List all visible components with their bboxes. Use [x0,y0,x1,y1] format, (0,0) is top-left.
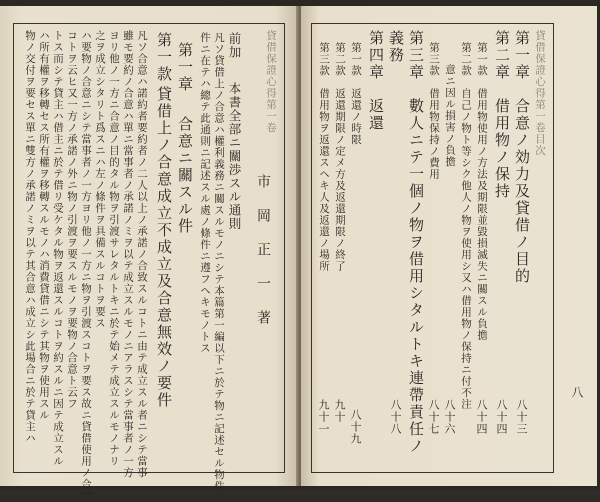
preface-line: 件ニ在テハ總テ此通則ニ記述スル處ノ條件ニ遵フヘキモノトス [199,32,211,354]
section-title: 貸借上ノ合意成立不成立及合意無效ノ要件 [155,86,173,409]
toc-section [426,42,441,180]
toc-title: 合意ノ効力及貸借ノ目的 [513,98,531,285]
section-label: 第一款 [155,32,173,83]
toc-label: 第四章 [367,30,385,81]
left-page [0,6,299,502]
toc-chapter [408,30,423,455]
body-line: 之ヲ成立シタリト爲スニハ左ノ條件ヲ具備スルコトヲ要ス [94,30,106,329]
body-line: ヨリ他ノ一方ニ合意ノ目的タル物ヲ引渡サレタルトキニ於テ始メテ成立スルモノナリ [108,30,120,467]
toc-page-number: 八十四 [475,399,488,435]
body-line: コトヲ云ヒ又一方ノ承諾ノ外ニ物ノ引渡ヲ要スルモノヲ要物ノ合意ト云フ [66,30,78,410]
toc-chapter [514,30,529,285]
right-running-title: 貸借保證心得第一卷目次 [534,30,546,157]
toc-page-number: 八十三 [515,399,528,435]
body-line: トス而シテ貸主ハ借主ニ於テ借リ受ケタル物ヲ返還スルコトヲ約スルニ因テ成立スル [52,30,64,467]
body-line: ハ要物ノ合意ニシテ當事者ノ一方ヨリ他ノ一方ニ物ヲ引渡スコトヲ要ス故ニ貸借使用ノ合意 [80,30,92,502]
toc-chapter: 義務 [387,30,405,64]
toc-title: 返還期限ノ定メ方及返還期限ノ終了 [334,88,346,272]
preface-line: 凡ソ貸借上ノ合意ハ權利義務ニ關スルモノニシテ本篇第一編以下ニ於テ物ニ記述セル物件 [213,32,225,492]
toc-title: 借用物保持ノ費用 [428,88,440,180]
toc-section [458,42,473,410]
right-page-frame [311,23,554,473]
toc-title: 返還 [367,98,385,132]
toc-page-number: 九十一 [317,399,330,435]
body-line: 雖モ要約ノ合意ハ單ニ當事者ノ承諾ノミヲ以テ成立スルモノニアラスシテ當事者ノ一方 [122,30,134,479]
toc-page-number: 八十七 [427,399,440,435]
toc-title: 借用物ノ保持 [493,98,511,200]
toc-subline: 意ニ因ル損害ノ負擔 [444,64,456,168]
toc-label: 第一章 [513,30,531,81]
toc-title: 返還ノ時限 [350,88,362,146]
toc-page-number: 八十四 [495,399,508,435]
toc-section [348,42,363,146]
toc-page-number: 八十八 [389,399,402,435]
toc-title: 自己ノ物ト等シク他人ノ物ヲ使用シ又ハ借用物ノ保持ニ付不注 [460,88,472,410]
body-line: 凡ソ合意ハ諾約者要約者ノ二人以上ノ承諾ノ合致スルコトニ由テ成立スル者ニシテ當事 [136,30,148,479]
page-number: 八 [570,386,584,398]
toc-title: 數人ニテ一個ノ物ヲ借用シタルトキ連帶責任ノ [407,98,425,455]
left-running-title: 貸借保證心得第一卷 [265,30,277,134]
toc-page-number: 八十六 [443,399,456,435]
toc-label: 第三款 [318,42,330,77]
body-line: 物ノ交付ヲ要セス單ニ雙方ノ承諾ノミヲ以テ其合意ハ成立シ此場合ニ於テ貸主ハ [24,30,36,444]
left-page-frame [13,23,285,502]
right-page [301,6,597,486]
author-name: 市 岡 正 一 著 [255,174,271,327]
toc-section [332,42,347,272]
toc-label: 第二款 [460,42,472,77]
toc-section [474,42,489,341]
toc-page-number: 九十 [333,399,346,423]
toc-page-number: 八十九 [349,409,362,445]
chapter-title: 合意ニ關スル件 [176,116,194,235]
preface-label: 前加 [227,32,242,59]
toc-title: 借用物ヲ返還スヘキ人及返還ノ場所 [318,88,330,272]
chapter-label: 第一章 [176,42,194,93]
toc-label: 第三章 [407,30,425,81]
preface-heading: 本書全部ニ關渉スル通則 [227,82,242,231]
body-line: ハ所有權ヲ移轉セス所有權ヲ移轉スルモノハ消費貸借ニシテ其物ヲ使用スル [38,30,50,421]
toc-chapter [494,30,509,200]
toc-label: 第一款 [476,42,488,77]
toc-label: 第二章 [493,30,511,81]
toc-label: 第三款 [428,42,440,77]
toc-section [316,42,331,272]
toc-label: 第一款 [350,42,362,77]
toc-chapter [368,30,383,132]
toc-title: 借用物使用ノ方法及期限並毀損滅失ニ關スル負擔 [476,88,488,341]
toc-label: 第二款 [334,42,346,77]
